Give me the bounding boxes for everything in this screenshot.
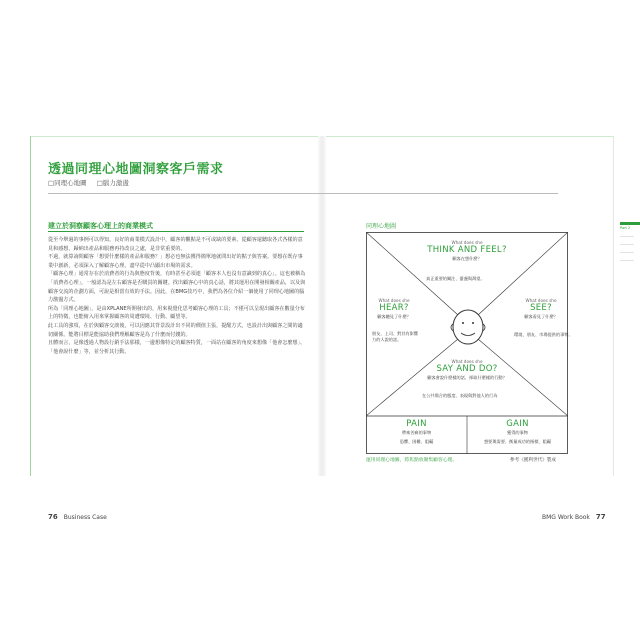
paragraph: 「顧客心理」通常存在於消費者的行為與態度背後，有時甚至必須連「顧客本人也沒有意識到的真心」。這也被稱為「消費者心理」，一般認為是左右顧客是否購買的關鍵。找出顧客心中的真心話，將其運用在開發相關產品，以及與顧客交流的企劃方面，可說是相當有效的手法。因此，在BMG技巧中，我們為各位介紹一個使用了同理心地圖的腦力激盪方式。 xyxy=(48,271,306,304)
map-label: 同理心地圖 xyxy=(366,223,397,230)
gain-box xyxy=(467,419,568,445)
side-tab-label: Part 2 xyxy=(620,226,631,230)
side-tab-ghost xyxy=(620,260,634,261)
side-tab-ghost xyxy=(620,236,634,237)
page-left-edge xyxy=(30,136,31,476)
side-tab-ghost xyxy=(620,244,634,245)
page-title: 透過同理心地圖洞察客戶需求 xyxy=(48,162,224,177)
folio-right xyxy=(542,513,606,521)
think-heading: THINK AND FEEL? xyxy=(427,245,507,255)
pain-line-1: 帶來苦痛的事物 xyxy=(401,430,432,435)
paragraph: 不過，就算詢問顧客「想要什麼樣的產品和服務？」想必也無法獲得簡單地就問出好的點子與答案。要想在既存事業中創新，必須深入了解顧客心理，盡早從中凸顯出市場的需求。 xyxy=(48,254,303,269)
folio-left-label: Business Case xyxy=(63,514,107,521)
side-tab-marker[interactable] xyxy=(620,222,640,225)
map-credit: 參考《獲利世代》製成 xyxy=(510,458,556,463)
paragraph: 此工具的強項，在於與顧客交談後，可以因應其背景設計出不同的價值主張，提醒方式，也設計出與顧客之間的適切關係。能將目標是能協助我們理解顧客是為了什麼而付錢的。 xyxy=(48,322,303,338)
think-question: 顧客在想什麼？ xyxy=(452,256,482,261)
empathy-map xyxy=(366,232,573,454)
pain-heading: PAIN xyxy=(406,419,427,429)
paragraph: 所為「同理心地圖」，是由XPLANE所開發出的，用來視覺化思考顧客心理的工具；不僅可以呈現出顧客在數量分布上的特徵，也能俯入用來掌握顧客的周遭環境、行動、顧望等。 xyxy=(48,305,305,321)
page-number-right: 77 xyxy=(595,513,606,521)
say-question: 顧客會說什麼樣的話，採取什麼樣的行動？ xyxy=(427,375,507,380)
see-small: What does she xyxy=(525,298,557,303)
see-quadrant xyxy=(516,298,566,320)
body-text xyxy=(48,236,306,356)
hear-quadrant xyxy=(368,298,420,320)
paragraph: 且體而言，是像透過人物設行銷手法那樣，一邊想像特定的顧客特質，一面站在顧客的角度來想像「他會怎麼想」、「他會說什麼」等，並分析其行動。 xyxy=(48,340,306,355)
say-do-quadrant xyxy=(424,359,510,381)
hear-heading: HEAR? xyxy=(379,303,409,313)
say-heading: SAY AND DO? xyxy=(436,364,498,374)
section-heading: 建立於洞察顧客心理上的商業模式 xyxy=(48,222,153,230)
hear-small: What does she xyxy=(378,298,410,303)
tag-empathy-map: □同理心地圖 xyxy=(48,179,87,187)
pain-line-2: 恐懼、困難、阻礙 xyxy=(399,439,434,444)
page-right-edge xyxy=(613,136,614,476)
think-note: 真正重要的關注、憂慮與渴望。 xyxy=(426,276,485,281)
title-rule xyxy=(48,193,558,194)
paragraph: 從至今舉過的事例可以得知，良好的商業模式設計中，顧客的觀點是不可或缺的要素。從顧客還聽取各式各樣的意見和感想，歸納出產品和服務再持改良之處，是非常重要的。 xyxy=(48,237,303,252)
page-number-left: 76 xyxy=(48,513,58,521)
see-question: 顧客看見了什麼？ xyxy=(524,314,558,319)
section-rule xyxy=(48,231,304,232)
hear-question: 顧客聽見了什麼？ xyxy=(377,314,411,319)
see-note: 環境、朋友、市場提供的事物。 xyxy=(514,332,573,337)
tag-brainstorm: □腦力激盪 xyxy=(96,179,129,187)
side-tab-ghost xyxy=(620,252,634,253)
map-caption: 運用同理心地圖，將焦點放聚集顧客心理。 xyxy=(366,458,458,463)
think-feel-quadrant xyxy=(424,240,510,262)
see-heading: SEE? xyxy=(530,303,552,313)
pain-box xyxy=(366,419,467,445)
gain-line-1: 獲得的事物 xyxy=(507,430,528,435)
folio-left xyxy=(48,513,107,521)
say-small: What does she xyxy=(451,359,483,364)
hear-note: 朋友、上司、對其有影響力的人說的話。 xyxy=(372,331,419,342)
book-gutter xyxy=(318,136,326,476)
keyword-tags xyxy=(48,178,137,187)
face-icon xyxy=(451,310,485,344)
folio-right-label: BMG Work Book xyxy=(542,514,590,521)
think-small: What does she xyxy=(451,240,483,245)
gain-line-2: 想要與需要、衡量成功的指標、阻礙 xyxy=(483,439,551,444)
gain-heading: GAIN xyxy=(506,419,529,429)
say-note: 在公共場合的態度、表現與對他人的行為 xyxy=(422,393,498,398)
